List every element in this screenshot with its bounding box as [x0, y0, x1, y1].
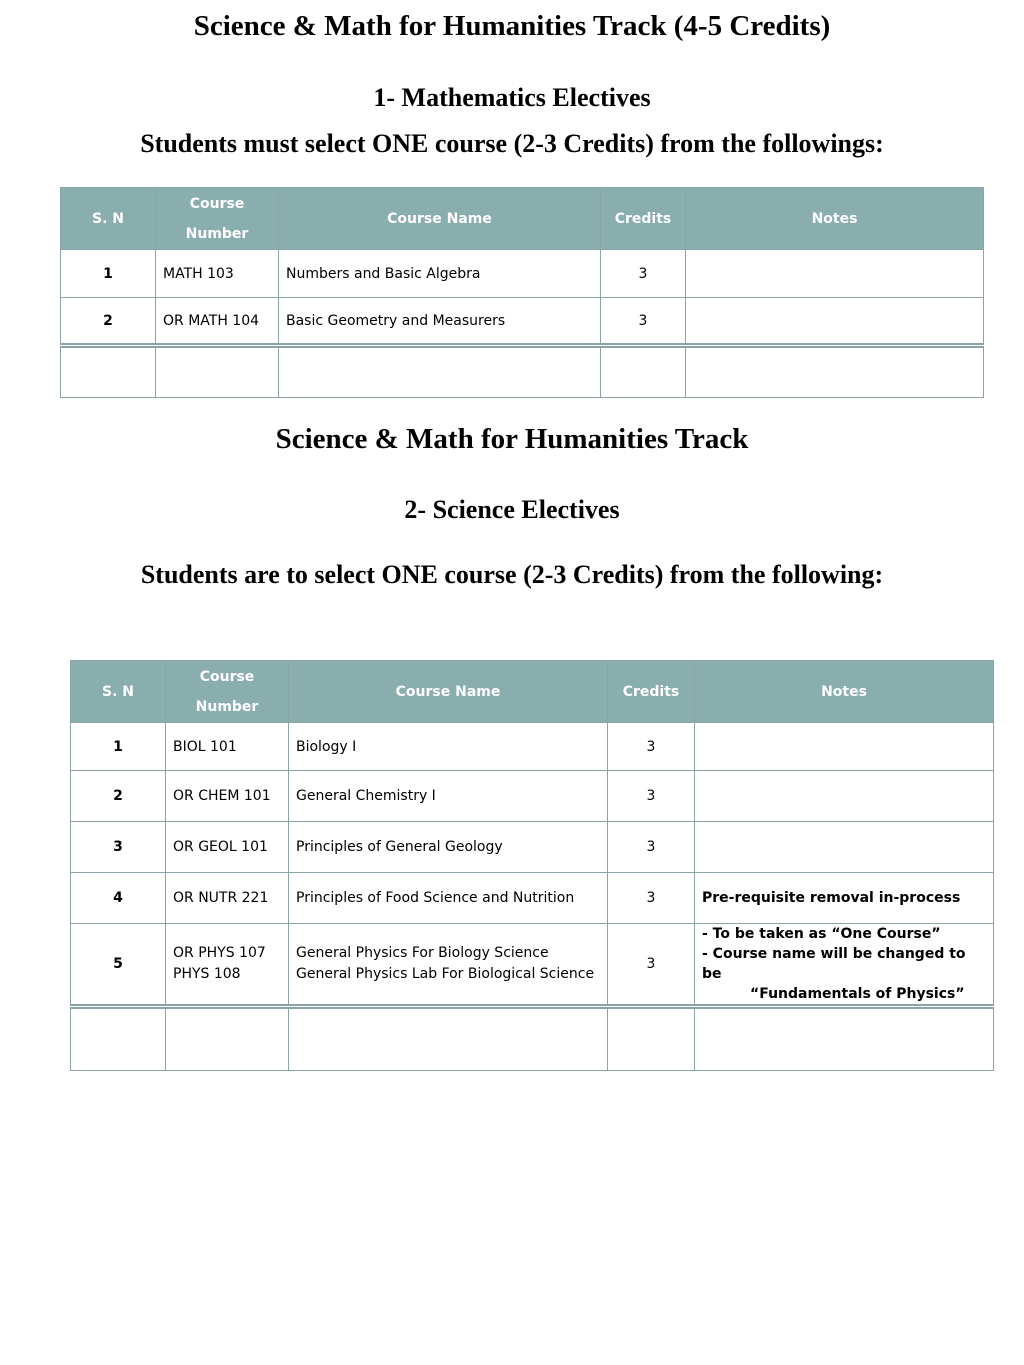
col-credits-header: Credits — [601, 188, 686, 250]
note-line1: - To be taken as “One Course” — [702, 926, 941, 942]
row-credits: 3 — [608, 771, 695, 822]
row-course-number: OR NUTR 221 — [166, 873, 289, 924]
row-credits: 3 — [608, 822, 695, 873]
row-course-name: Principles of Food Science and Nutrition — [289, 873, 608, 924]
course-number-header-line1: Course — [199, 668, 255, 685]
table-header-row — [61, 188, 984, 250]
row-course-number: OR CHEM 101 — [166, 771, 289, 822]
row-course-name — [289, 924, 608, 1007]
row-credits: 3 — [608, 723, 695, 771]
table-row — [71, 822, 994, 873]
row-notes — [695, 771, 994, 822]
section-title: Science & Math for Humanities Track — [275, 423, 749, 455]
row-sn: 2 — [61, 298, 156, 346]
course-number-header-line2: Number — [185, 225, 249, 242]
math-electives-heading: 1- Mathematics Electives — [373, 83, 651, 112]
course-number-header-line2: Number — [195, 698, 259, 715]
col-notes-header: Notes — [695, 661, 994, 723]
course-name-line2: General Physics Lab For Biological Science — [296, 966, 595, 982]
row-notes — [686, 250, 984, 298]
col-course-number-header — [166, 661, 289, 723]
science-electives-table — [70, 660, 994, 1071]
blank-cell — [608, 1007, 695, 1071]
row-credits: 3 — [608, 924, 695, 1007]
col-course-name-header: Course Name — [279, 188, 601, 250]
science-instruction: Students are to select ONE course (2-3 Credits) from the following: — [140, 560, 884, 589]
blank-cell — [289, 1007, 608, 1071]
science-electives-heading: 2- Science Electives — [404, 495, 620, 524]
table-row — [71, 924, 994, 1007]
row-course-number: BIOL 101 — [166, 723, 289, 771]
table-blank-row — [61, 346, 984, 398]
page-title: Science & Math for Humanities Track (4-5 Credits) — [193, 10, 831, 42]
row-notes: Pre-requisite removal in-process — [695, 873, 994, 924]
col-sn-header: S. N — [71, 661, 166, 723]
blank-cell — [279, 346, 601, 398]
row-notes — [695, 924, 994, 1007]
col-course-name-header: Course Name — [289, 661, 608, 723]
row-sn: 3 — [71, 822, 166, 873]
blank-cell — [686, 346, 984, 398]
course-number-line1: OR PHYS 107 — [173, 945, 266, 961]
math-instruction: Students must select ONE course (2-3 Credits) from the followings: — [140, 129, 884, 158]
row-course-name: Principles of General Geology — [289, 822, 608, 873]
blank-cell — [71, 1007, 166, 1071]
row-sn: 1 — [71, 723, 166, 771]
col-course-number-header — [156, 188, 279, 250]
note-line3: “Fundamentals of Physics” — [750, 986, 965, 1002]
course-number-header-line1: Course — [189, 195, 245, 212]
blank-cell — [695, 1007, 994, 1071]
table-row — [71, 771, 994, 822]
col-credits-header: Credits — [608, 661, 695, 723]
row-notes — [686, 298, 984, 346]
row-course-number: MATH 103 — [156, 250, 279, 298]
table-header-row — [71, 661, 994, 723]
blank-cell — [601, 346, 686, 398]
row-sn: 2 — [71, 771, 166, 822]
table-blank-row — [71, 1007, 994, 1071]
row-credits: 3 — [608, 873, 695, 924]
table-row — [61, 250, 984, 298]
row-course-number: OR MATH 104 — [156, 298, 279, 346]
blank-cell — [156, 346, 279, 398]
row-course-name: Numbers and Basic Algebra — [279, 250, 601, 298]
row-credits: 3 — [601, 250, 686, 298]
row-notes — [695, 822, 994, 873]
col-notes-header: Notes — [686, 188, 984, 250]
math-electives-table — [60, 187, 984, 398]
blank-cell — [166, 1007, 289, 1071]
course-name-line1: General Physics For Biology Science — [296, 945, 549, 961]
row-course-number: OR GEOL 101 — [166, 822, 289, 873]
row-course-number — [166, 924, 289, 1007]
table-row — [71, 873, 994, 924]
row-credits: 3 — [601, 298, 686, 346]
row-sn: 5 — [71, 924, 166, 1007]
row-course-name: General Chemistry I — [289, 771, 608, 822]
row-notes — [695, 723, 994, 771]
course-number-line2: PHYS 108 — [173, 966, 241, 982]
table-row — [61, 298, 984, 346]
row-course-name: Basic Geometry and Measurers — [279, 298, 601, 346]
col-sn-header: S. N — [61, 188, 156, 250]
row-sn: 1 — [61, 250, 156, 298]
note-line2: - Course name will be changed to be — [702, 946, 966, 982]
blank-cell — [61, 346, 156, 398]
row-sn: 4 — [71, 873, 166, 924]
table-row — [71, 723, 994, 771]
row-course-name: Biology I — [289, 723, 608, 771]
